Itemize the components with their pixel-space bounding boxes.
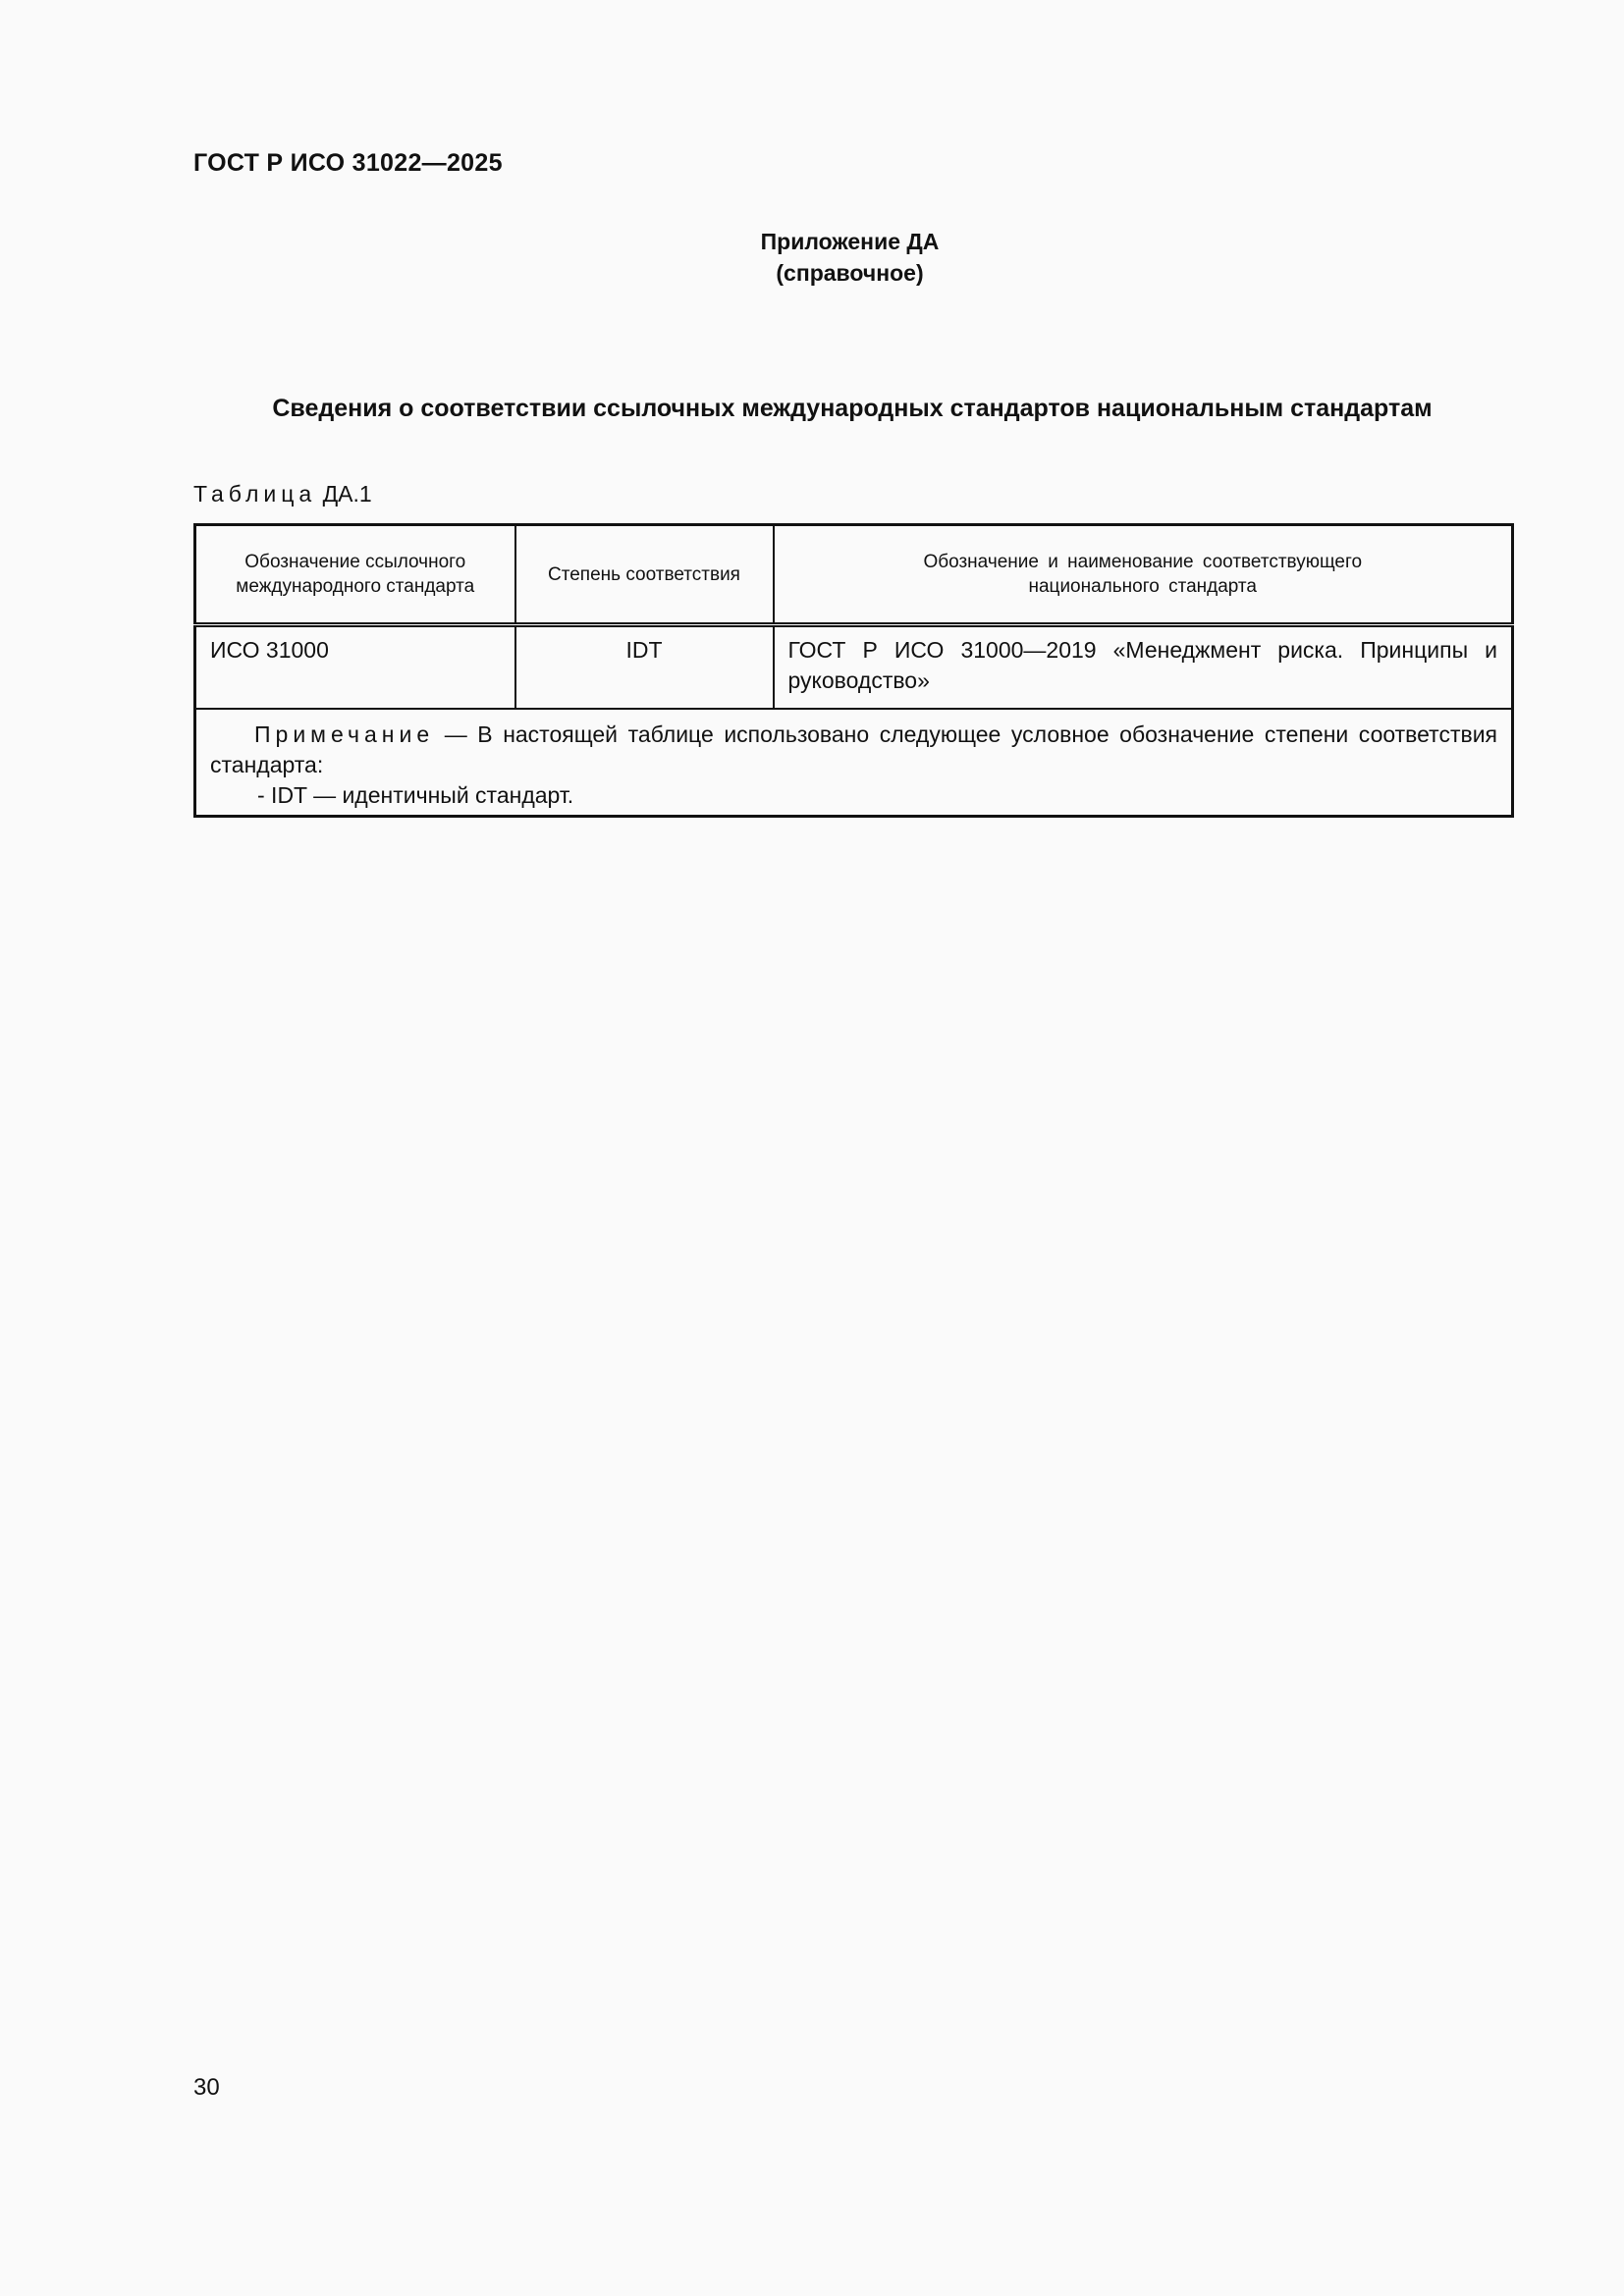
note-text: — В настоящей таблице использовано следующее условное обозначение степени соответствия стандарта: (210, 721, 1498, 777)
appendix-heading (0, 226, 1624, 289)
table-header-row (195, 525, 1513, 625)
cell-national-standard: ГОСТ Р ИСО 31000—2019 «Менеджмент риска. Принципы и руководство» (774, 625, 1513, 710)
table-row (195, 625, 1513, 710)
appendix-subtitle: (справочное) (776, 260, 924, 286)
table-note-row (195, 709, 1513, 817)
cell-degree: IDT (515, 625, 774, 710)
note-bullet: - IDT — идентичный стандарт. (257, 782, 574, 808)
section-title: Сведения о соответствии ссылочных международных стандартов национальным стандартам (272, 395, 1433, 422)
table-caption-number: ДА.1 (322, 481, 372, 507)
column-header-national: Обозначение и наименование соответствующего национального стандарта (774, 525, 1513, 625)
document-code: ГОСТ Р ИСО 31022—2025 (193, 149, 503, 177)
table-caption (193, 481, 372, 507)
cell-international-standard: ИСО 31000 (195, 625, 515, 710)
note-label: Примечание (254, 721, 435, 747)
column-header-degree: Степень соответствия (515, 525, 774, 625)
column-header-international: Обозначение ссылочного международного стандарта (195, 525, 515, 625)
note-paragraph (210, 720, 1497, 780)
page-number: 30 (193, 2074, 220, 2101)
table-caption-prefix: Таблица (193, 481, 317, 507)
table-note (195, 709, 1513, 817)
appendix-title: Приложение ДА (760, 229, 940, 254)
correspondence-table (193, 523, 1514, 818)
